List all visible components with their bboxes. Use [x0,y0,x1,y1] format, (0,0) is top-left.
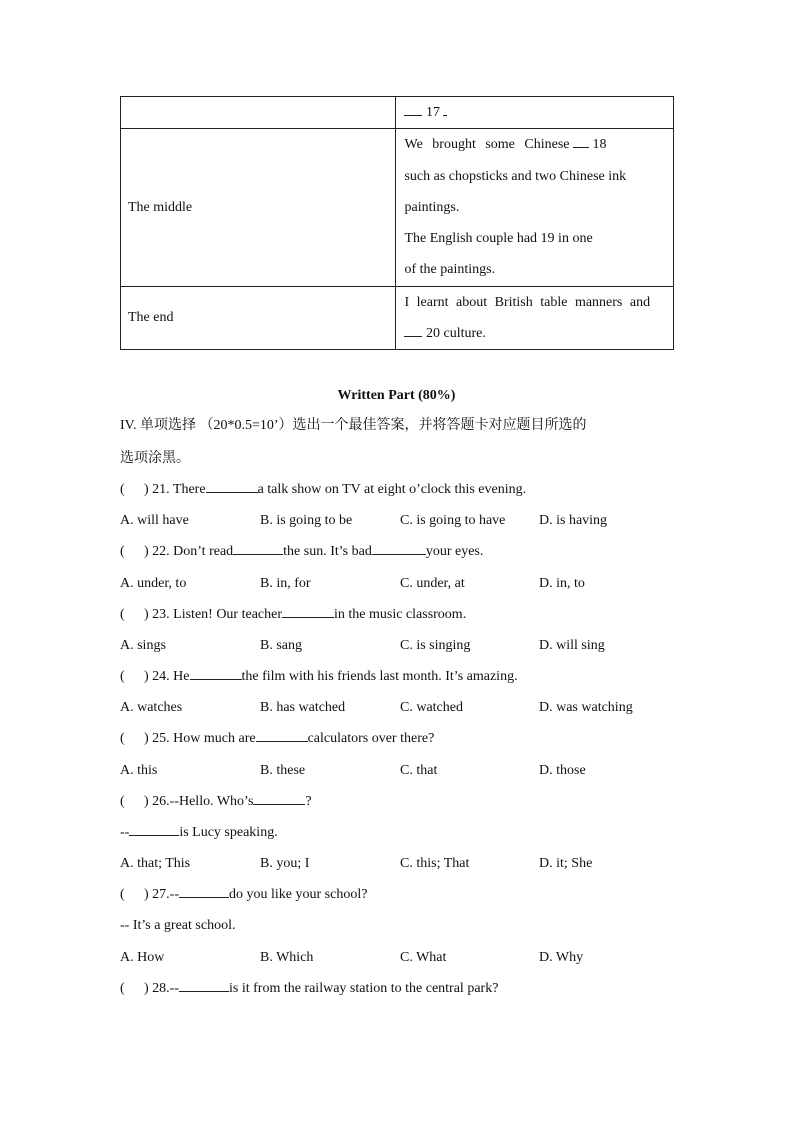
option-a: A. under, to [120,576,187,591]
blank [233,543,283,555]
question-28: ( ) 28.-- is it from the railway station to the central park? [120,981,499,996]
option-c: C. What [400,950,447,965]
blank [190,668,242,680]
table-cell-right: We brought some Chinese 18 such as chopsticks and two Chinese ink paintings. The English couple had 19 in one of the paintings. [396,129,674,286]
option-b: B. in, for [260,576,311,591]
blank [404,325,422,337]
table-cell-left: The end [121,286,396,350]
option-b: B. these [260,763,306,778]
option-d: D. is having [539,513,608,528]
table-cell-right: 17 [396,97,674,129]
outline-table [120,96,674,350]
question-23: ( ) 23. Listen! Our teacher in the music classroom. [120,607,467,622]
question-24: ( ) 24. He the film with his friends last month. It’s amazing. [120,669,518,684]
option-a: A. watches [120,700,183,715]
blank [206,481,258,493]
blank [256,730,308,742]
option-a: A. How [120,950,165,965]
option-c: C. under, at [400,576,465,591]
option-d: D. will sing [539,638,605,653]
blank [282,606,334,618]
option-d: D. was watching [539,700,633,715]
option-a: A. will have [120,513,189,528]
option-b: B. Which [260,950,314,965]
table-cell-left: The middle [121,129,396,286]
blank [253,793,305,805]
option-d: D. those [539,763,586,778]
blank [443,104,447,116]
table-row [121,129,674,286]
blank [129,824,179,836]
question-27-reply: -- It’s a great school. [120,918,236,933]
option-b: B. has watched [260,700,346,715]
question-26-reply: -- is Lucy speaking. [120,825,278,840]
option-b: B. you; I [260,856,310,871]
option-d: D. it; She [539,856,593,871]
option-c: C. is singing [400,638,471,653]
blank [179,980,229,992]
option-a: A. that; This [120,856,191,871]
option-c: C. this; That [400,856,470,871]
table-row [121,286,674,350]
option-a: A. this [120,763,158,778]
blank [404,104,422,116]
option-d: D. in, to [539,576,585,591]
section-title: Written Part (80%) [337,388,456,403]
question-22: ( ) 22. Don’t read the sun. It’s bad your eyes. [120,544,484,559]
question-26: ( ) 26.--Hello. Who’s ? [120,794,312,809]
table-cell-right: I learnt about British table manners and 20 culture. [396,286,674,350]
option-b: B. is going to be [260,513,353,528]
question-21: ( ) 21. There a talk show on TV at eight o’clock this evening. [120,482,527,497]
question-27: ( ) 27.-- do you like your school? [120,887,368,902]
option-d: D. Why [539,950,584,965]
table-cell-left [121,97,396,129]
option-c: C. that [400,763,438,778]
table-row [121,97,674,129]
option-a: A. sings [120,638,166,653]
blank [372,543,426,555]
blank [179,886,229,898]
option-c: C. watched [400,700,463,715]
instruction-line-1: IV. 单项选择 （20*0.5=10’）选出一个最佳答案，并将答题卡对应题目所选的 [120,418,587,433]
instruction-line-2: 选项涂黑。 [120,451,190,466]
question-25: ( ) 25. How much are calculators over there? [120,731,435,746]
blank [573,136,589,148]
option-c: C. is going to have [400,513,506,528]
option-b: B. sang [260,638,302,653]
